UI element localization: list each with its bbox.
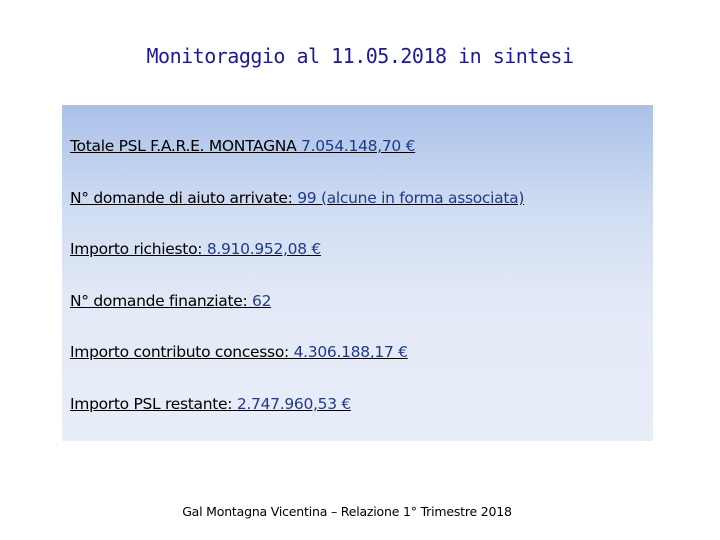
- summary-item-remaining-psl: [70, 395, 524, 413]
- summary-value: 62: [252, 291, 272, 310]
- summary-list: [70, 137, 524, 447]
- page-title: Monitoraggio al 11.05.2018 in sintesi: [146, 44, 574, 68]
- summary-label: Importo PSL restante:: [70, 394, 233, 413]
- summary-value: 7.054.148,70 €: [301, 137, 416, 155]
- summary-item-requested-amount: [70, 240, 524, 258]
- summary-item-funded-applications: [70, 292, 524, 310]
- summary-value: 4.306.188,17 €: [293, 343, 408, 362]
- summary-item-total-psl: [70, 137, 524, 155]
- summary-label: Totale PSL F.A.R.E. MONTAGNA: [70, 137, 297, 155]
- summary-label: N° domande finanziate:: [70, 291, 248, 310]
- summary-panel: [62, 105, 653, 441]
- summary-label: N° domande di aiuto arrivate:: [70, 188, 293, 207]
- summary-item-granted-amount: [70, 343, 524, 361]
- summary-item-applications: [70, 189, 524, 207]
- footer-text: Gal Montagna Vicentina – Relazione 1° Trimestre 2018: [182, 504, 512, 519]
- summary-label: Importo richiesto:: [70, 240, 203, 259]
- summary-value: 8.910.952,08 €: [206, 240, 321, 259]
- summary-label: Importo contributo concesso:: [70, 343, 289, 362]
- summary-value: 99 (alcune in forma associata): [297, 188, 525, 207]
- summary-value: 2.747.960,53 €: [236, 394, 351, 413]
